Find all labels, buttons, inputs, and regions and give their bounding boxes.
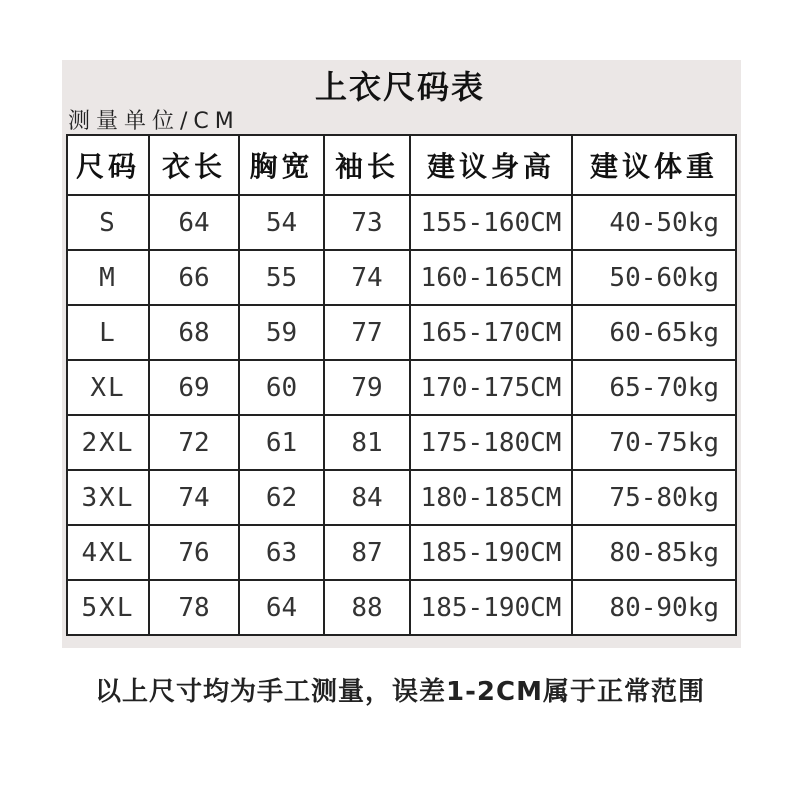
header-sleeve-length: 袖长 [324, 135, 410, 195]
size-chart-table [66, 134, 737, 636]
cell-size: 3XL [67, 470, 149, 525]
cell-suggested-height: 165-170CM [410, 305, 572, 360]
cell-size: 4XL [67, 525, 149, 580]
table-row [67, 250, 736, 305]
cell-sleeve-length: 81 [324, 415, 410, 470]
cell-length: 76 [149, 525, 239, 580]
cell-length: 74 [149, 470, 239, 525]
cell-suggested-height: 160-165CM [410, 250, 572, 305]
cell-suggested-height: 185-190CM [410, 580, 572, 635]
table-row [67, 360, 736, 415]
header-suggested-weight: 建议体重 [572, 135, 736, 195]
cell-size: M [67, 250, 149, 305]
cell-sleeve-length: 87 [324, 525, 410, 580]
cell-chest-width: 61 [239, 415, 324, 470]
cell-length: 66 [149, 250, 239, 305]
cell-size: XL [67, 360, 149, 415]
table-row [67, 305, 736, 360]
cell-length: 64 [149, 195, 239, 250]
cell-size: 2XL [67, 415, 149, 470]
cell-chest-width: 63 [239, 525, 324, 580]
cell-suggested-height: 180-185CM [410, 470, 572, 525]
measurement-disclaimer: 以上尺寸均为手工测量，误差1-2CM属于正常范围 [95, 677, 705, 707]
header-suggested-height: 建议身高 [410, 135, 572, 195]
cell-chest-width: 59 [239, 305, 324, 360]
cell-sleeve-length: 79 [324, 360, 410, 415]
page-title: 上衣尺码表 [314, 68, 485, 106]
cell-suggested-weight: 60-65kg [572, 305, 736, 360]
cell-size: L [67, 305, 149, 360]
cell-suggested-weight: 50-60kg [572, 250, 736, 305]
cell-chest-width: 55 [239, 250, 324, 305]
header-size: 尺码 [67, 135, 149, 195]
cell-chest-width: 62 [239, 470, 324, 525]
cell-suggested-weight: 40-50kg [572, 195, 736, 250]
cell-chest-width: 64 [239, 580, 324, 635]
cell-suggested-height: 175-180CM [410, 415, 572, 470]
cell-chest-width: 60 [239, 360, 324, 415]
cell-sleeve-length: 88 [324, 580, 410, 635]
cell-sleeve-length: 84 [324, 470, 410, 525]
cell-suggested-weight: 75-80kg [572, 470, 736, 525]
table-header-row [67, 135, 736, 195]
table-row [67, 195, 736, 250]
cell-length: 69 [149, 360, 239, 415]
cell-suggested-height: 185-190CM [410, 525, 572, 580]
cell-sleeve-length: 74 [324, 250, 410, 305]
header-length: 衣长 [149, 135, 239, 195]
cell-length: 72 [149, 415, 239, 470]
cell-sleeve-length: 77 [324, 305, 410, 360]
cell-size: S [67, 195, 149, 250]
header-chest-width: 胸宽 [239, 135, 324, 195]
cell-chest-width: 54 [239, 195, 324, 250]
cell-sleeve-length: 73 [324, 195, 410, 250]
cell-suggested-weight: 80-85kg [572, 525, 736, 580]
cell-suggested-height: 170-175CM [410, 360, 572, 415]
table-row [67, 525, 736, 580]
cell-length: 78 [149, 580, 239, 635]
cell-size: 5XL [67, 580, 149, 635]
cell-suggested-height: 155-160CM [410, 195, 572, 250]
table-row [67, 580, 736, 635]
table-row [67, 415, 736, 470]
measurement-unit-label: 测量单位/CM [68, 109, 240, 134]
table-row [67, 470, 736, 525]
cell-suggested-weight: 65-70kg [572, 360, 736, 415]
cell-suggested-weight: 80-90kg [572, 580, 736, 635]
cell-length: 68 [149, 305, 239, 360]
cell-suggested-weight: 70-75kg [572, 415, 736, 470]
